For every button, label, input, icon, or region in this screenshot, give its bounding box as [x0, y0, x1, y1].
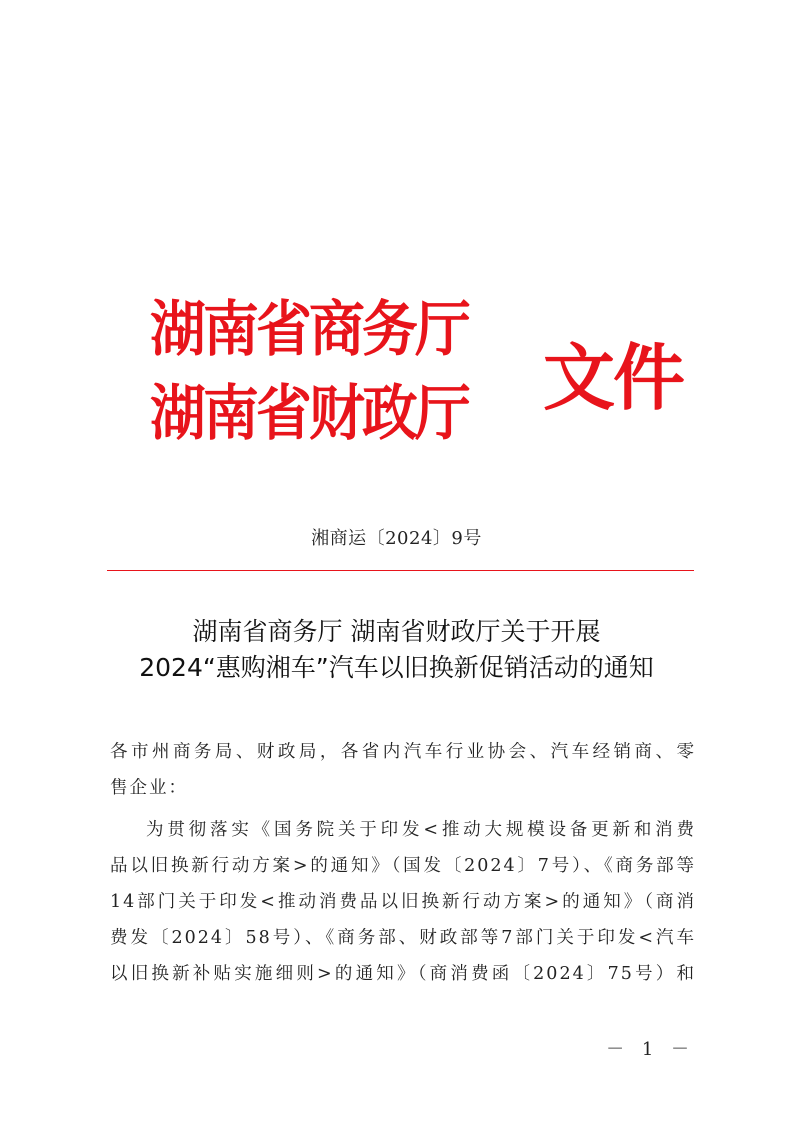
body-line: 14部门关于印发<推动消费品以旧换新行动方案>的通知》（商消: [110, 892, 696, 912]
body-line: 以旧换新补贴实施细则>的通知》（商消费函〔2024〕75号）和: [110, 964, 696, 984]
page-number: － 1 －: [606, 1039, 695, 1060]
recipients-line-1: 各市州商务局、财政局，各省内汽车行业协会、汽车经销商、零: [110, 742, 696, 762]
document-title: [0, 614, 793, 686]
title-line-2: 2024“惠购湘车”汽车以旧换新促销活动的通知: [139, 653, 654, 682]
title-line-1: 湖南省商务厅 湖南省财政厅关于开展: [192, 617, 601, 646]
document-number: 湘商运〔2024〕9号: [311, 528, 482, 549]
issuing-org-finance: 湖南省财政厅: [150, 379, 469, 449]
recipients-line-2: 售企业：: [110, 778, 188, 798]
issuing-org-commerce: 湖南省商务厅: [150, 295, 469, 365]
document-body: [110, 734, 696, 992]
body-line: 为贯彻落实《国务院关于印发<推动大规模设备更新和消费: [146, 820, 696, 840]
document-type-label: 文件: [543, 336, 684, 420]
red-divider-line: [107, 570, 694, 571]
body-line: 费发〔2024〕58号）、《商务部、财政部等7部门关于印发<汽车: [110, 928, 696, 948]
document-header: [150, 292, 710, 462]
body-line: 品以旧换新行动方案>的通知》（国发〔2024〕7号）、《商务部等: [110, 856, 696, 876]
